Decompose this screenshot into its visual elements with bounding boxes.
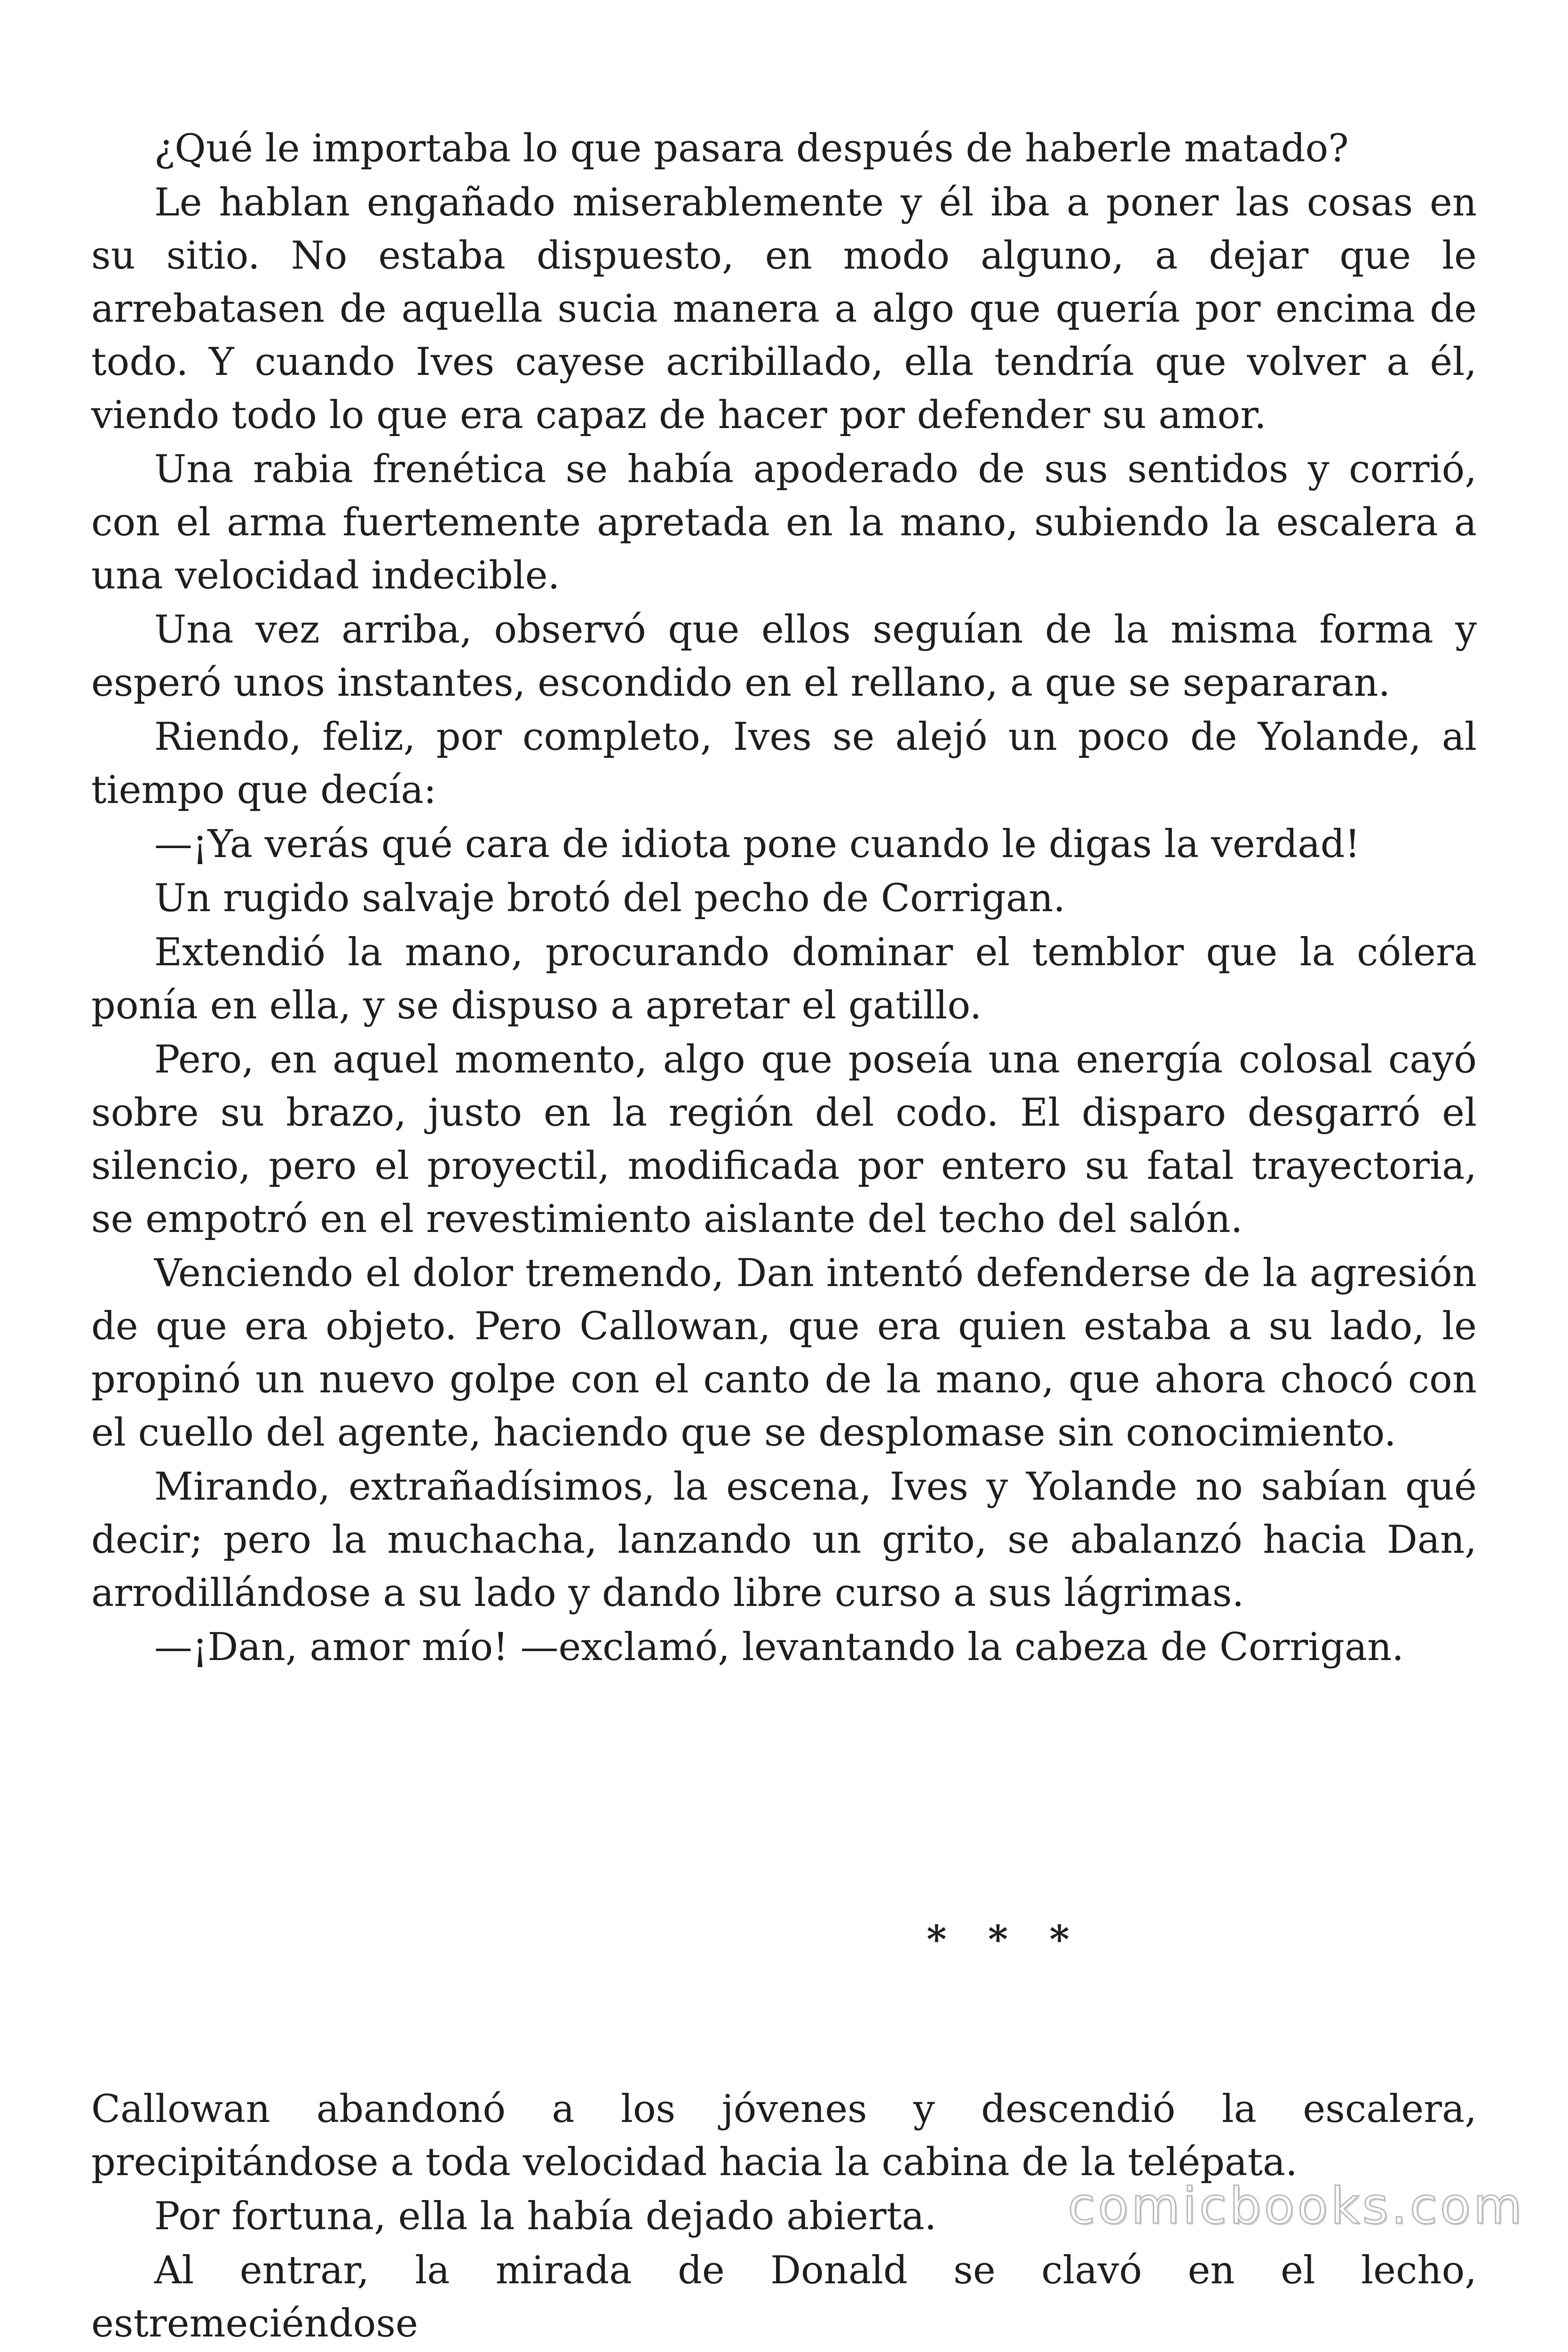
- scene-break: * * *: [927, 1917, 1084, 1962]
- paragraph: Al entrar, la mirada de Donald se clavó en el lecho, estremeciéndose: [91, 2249, 1477, 2346]
- paragraph: Riendo, feliz, por completo, Ives se alejó un poco de Yolande, al tiempo que decía:: [91, 715, 1477, 812]
- paragraph: Extendió la mano, procurando dominar el temblor que la cólera ponía en ella, y se dispuso a apretar el gatillo.: [91, 930, 1477, 1028]
- book-page: [91, 122, 1477, 2352]
- paragraph: Callowan abandonó a los jóvenes y descendió la escalera, precipitándose a toda velocidad hacia la cabina de la telépata.: [91, 2087, 1477, 2185]
- paragraph: Un rugido salvaje brotó del pecho de Corrigan.: [154, 876, 1066, 921]
- paragraph: ¿Qué le importaba lo que pasara después de haberle matado?: [154, 127, 1349, 171]
- paragraph: Por fortuna, ella la había dejado abierta.: [154, 2194, 937, 2239]
- dialogue-paragraph: —¡Dan, amor mío! —exclamó, levantando la cabeza de Corrigan.: [154, 1625, 1404, 1669]
- watermark-logo: comicbooks.com: [1068, 2177, 1525, 2235]
- paragraph: Pero, en aquel momento, algo que poseía una energía colosal cayó sobre su brazo, justo en la región del codo. El disparo desgarró el silencio, pero el proyectil, modificada por entero su fatal trayectoria, se empotró en el revestimiento aislante del techo del salón.: [91, 1038, 1477, 1241]
- paragraph: Una vez arriba, observó que ellos seguían de la misma forma y esperó unos instantes, escondido en el rellano, a que se separaran.: [91, 608, 1477, 705]
- paragraph: Le hablan engañado miserablemente y él iba a poner las cosas en su sitio. No estaba dispuesto, en modo alguno, a dejar que le arrebatasen de aquella sucia manera a algo que quería por encima de todo. Y cuando Ives cayese acribillado, ella tendría que volver a él, viendo todo lo que era capaz de hacer por defender su amor.: [91, 181, 1477, 437]
- paragraph: Una rabia frenética se había apoderado de sus sentidos y corrió, con el arma fuertemente apretada en la mano, subiendo la escalera a una velocidad indecible.: [91, 447, 1477, 598]
- dialogue-paragraph: —¡Ya verás qué cara de idiota pone cuando le digas la verdad!: [154, 822, 1360, 866]
- paragraph: Mirando, extrañadísimos, la escena, Ives y Yolande no sabían qué decir; pero la muchacha, lanzando un grito, se abalanzó hacia Dan, arrodillándose a su lado y dando libre curso a sus lágrimas.: [91, 1465, 1477, 1615]
- paragraph: Venciendo el dolor tremendo, Dan intentó defenderse de la agresión de que era objeto. Pero Callowan, que era quien estaba a su lado, le propinó un nuevo golpe con el canto de la mano, que ahora chocó con el cuello del agente, haciendo que se desplomase sin conocimiento.: [91, 1251, 1477, 1455]
